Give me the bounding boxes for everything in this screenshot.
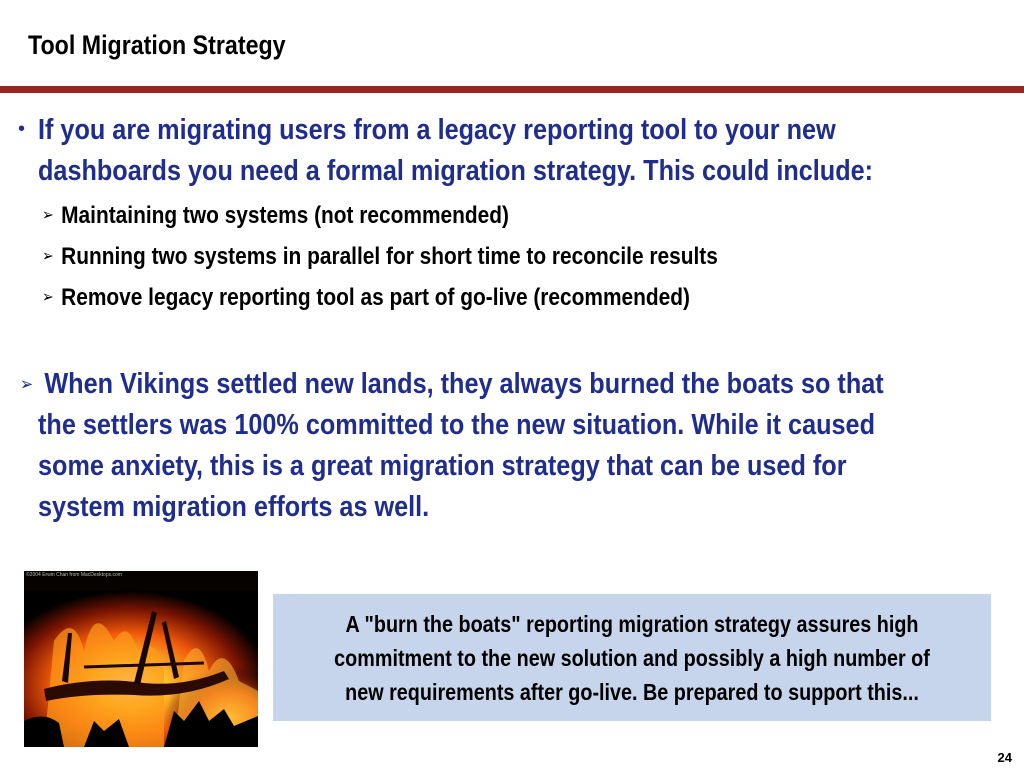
callout-line-2: commitment to the new solution and possibly a high number of [334, 644, 930, 671]
viking-text: When Vikings settled new lands, they always burned the boats so that [44, 368, 884, 400]
viking-line-2: the settlers was 100% committed to the new situation. While it caused [38, 409, 875, 441]
burning-boat-image [24, 571, 258, 747]
viking-line-4: system migration efforts as well. [38, 491, 430, 523]
option-item [42, 243, 718, 271]
callout-box [273, 594, 991, 721]
viking-line-1 [20, 368, 884, 401]
option-item [42, 202, 509, 230]
option-text: Remove legacy reporting tool as part of go-live (recommended) [61, 284, 690, 311]
title-divider [0, 86, 1024, 93]
intro-line-1: If you are migrating users from a legacy reporting tool to your new [38, 114, 836, 146]
callout-line-3: new requirements after go-live. Be prepared to support this... [345, 678, 919, 705]
option-text: Running two systems in parallel for short time to reconcile results [61, 243, 718, 270]
option-text: Maintaining two systems (not recommended) [61, 202, 509, 229]
arrow-bullet-icon: ➢ [20, 374, 34, 394]
slide-title: Tool Migration Strategy [28, 30, 286, 60]
page-number: 24 [997, 750, 1012, 765]
intro-line-2: dashboards you need a formal migration strategy. This could include: [38, 155, 874, 187]
burning-boat-photo [24, 571, 258, 747]
callout-line-1: A "burn the boats" reporting migration strategy assures high [345, 610, 919, 637]
arrow-bullet-icon: ➢ [42, 289, 54, 306]
option-item [42, 284, 690, 312]
viking-line-3: some anxiety, this is a great migration strategy that can be used for [38, 450, 847, 482]
arrow-bullet-icon: ➢ [42, 207, 54, 224]
arrow-bullet-icon: ➢ [42, 248, 54, 265]
callout-text [323, 607, 940, 709]
bullet-marker: • [18, 118, 26, 140]
photo-credit: ©2004 Erwin Chan from MacDesktops.com [26, 572, 122, 578]
